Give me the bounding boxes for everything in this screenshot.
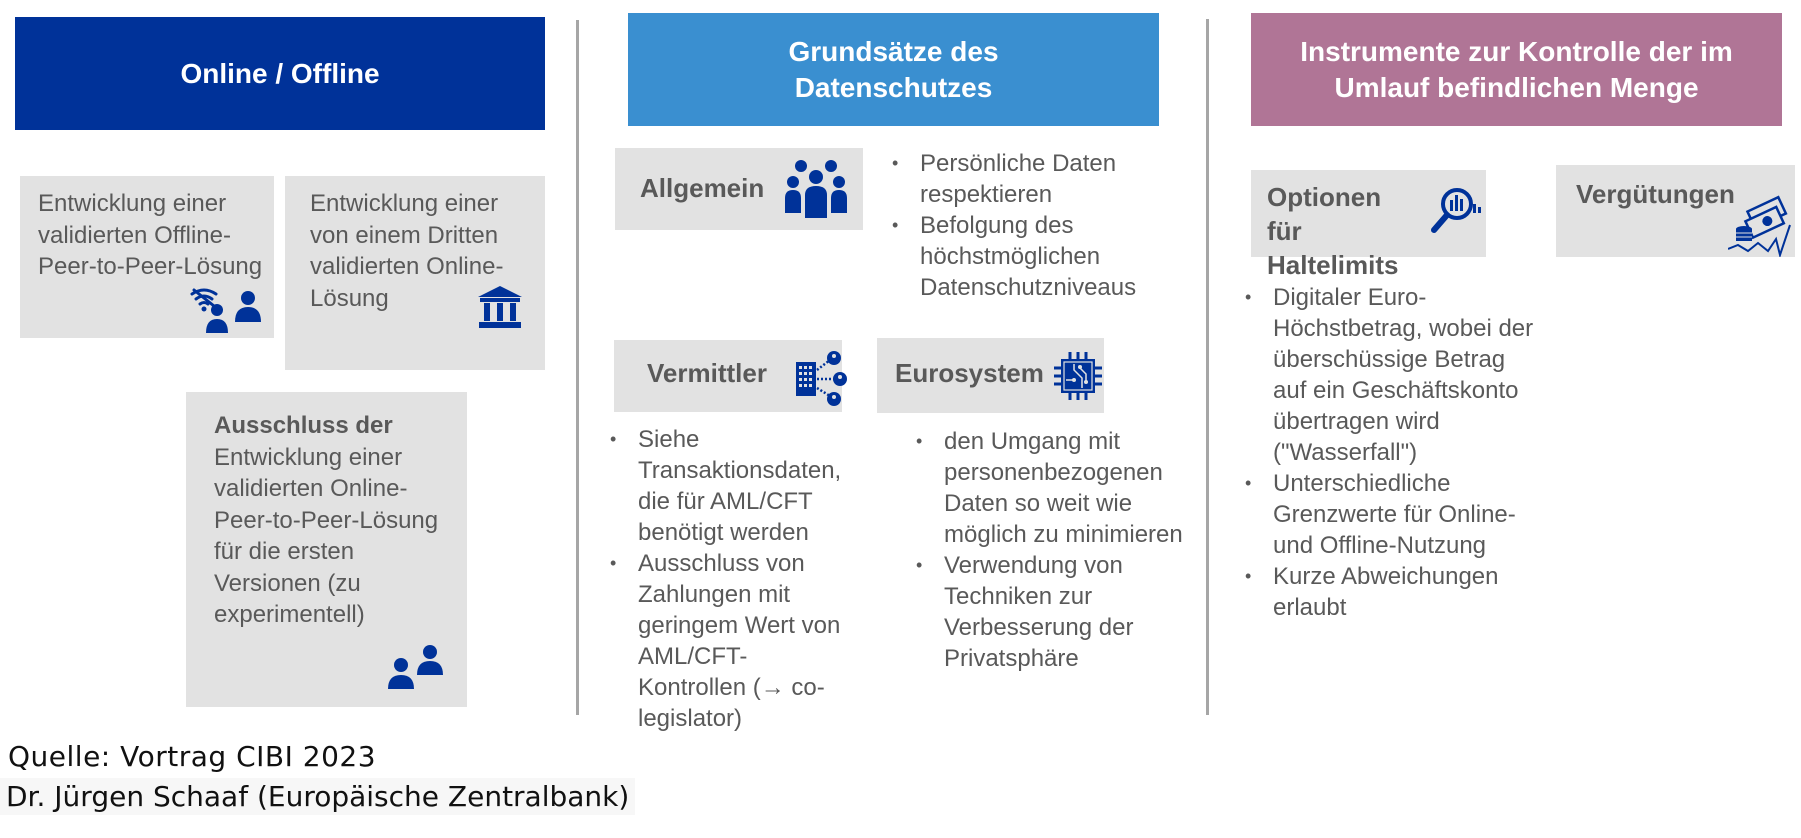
group-icon [785,160,847,218]
bullet-item: • Unterschiedliche Grenzwerte für Online- und Offline-Nutzung [1245,468,1545,561]
wifi-peer-icon [190,288,270,333]
section-eurosystem [877,338,1104,413]
section-vermittler-label: Vermittler [647,358,767,388]
card-third-party-online-text: Entwicklung einer von einem Dritten validierten Online-Lösung [310,190,504,312]
magnifier-chart-icon [1431,186,1485,240]
card-exclusion-rest: Entwicklung einer validierten Online-Peer-to-Peer-Lösung für die ersten Versionen (zu experimentell) [214,443,439,628]
header-datenschutz [628,13,1159,126]
card-offline-p2p-text: Entwicklung einer validierten Offline-Peer-to-Peer-Lösung [38,190,263,280]
header-instrumente [1251,13,1782,126]
card-third-party-online [285,176,545,370]
footer-source: Quelle: Vortrag CIBI 2023 [8,740,377,773]
card-exclusion-bold: Ausschluss der [214,412,393,439]
header-online-offline [15,17,545,130]
bullet-item: • Verwendung von Techniken zur Verbesserung der Privatsphäre [916,550,1186,674]
bullet-item: • Digitaler Euro-Höchstbetrag, wobei der überschüssige Betrag auf ein Geschäftskonto übertragen wird ("Wasserfall") [1245,282,1545,468]
bullet-item: • Befolgung des höchstmöglichen Datenschutzniveaus [892,210,1192,303]
bullet-item: • Persönliche Daten respektieren [892,148,1192,210]
chip-icon [1054,352,1102,400]
bullet-item: • den Umgang mit personenbezogenen Daten so weit wie möglich zu minimieren [916,426,1186,550]
header-datenschutz-title: Grundsätze des Datenschutzes [788,35,999,103]
bullet-item: • Kurze Abweichungen erlaubt [1245,561,1545,623]
section-allgemein [615,148,863,230]
haltelimits-bullets [1245,282,1545,623]
header-instrumente-title: Instrumente zur Kontrolle der im Umlauf befindlichen Menge [1300,35,1733,103]
section-allgemein-label: Allgemein [640,173,765,203]
money-remuneration-icon [1728,195,1792,257]
section-haltelimits [1251,170,1486,280]
allgemein-bullets [892,148,1192,303]
column-divider-2 [1206,19,1209,715]
bullet-item: • Siehe Transaktionsdaten, die für AML/CFT benötigt werden [610,424,850,548]
bank-icon [478,286,522,328]
section-verguetungen-label: Vergütungen [1576,179,1735,209]
peer-users-icon [386,645,444,689]
section-haltelimits-label: Optionen für Haltelimits [1267,182,1399,280]
section-verguetungen [1556,165,1795,257]
section-eurosystem-label: Eurosystem [895,358,1044,388]
card-exclusion-online-p2p [186,392,467,707]
eurosystem-bullets [916,426,1186,674]
card-exclusion-online-p2p-text [214,410,454,631]
column-divider-1 [576,20,579,715]
section-vermittler [614,340,842,412]
bullet-item: • Ausschluss von Zahlungen mit geringem Wert von AML/CFT-Kontrollen (→ co-legislator) [610,548,850,734]
intermediary-network-icon [796,350,848,406]
footer-author: Dr. Jürgen Schaaf (Europäische Zentralbank) [0,778,635,815]
vermittler-bullets [610,424,850,734]
card-offline-p2p [20,176,274,338]
header-online-offline-title: Online / Offline [180,57,380,89]
